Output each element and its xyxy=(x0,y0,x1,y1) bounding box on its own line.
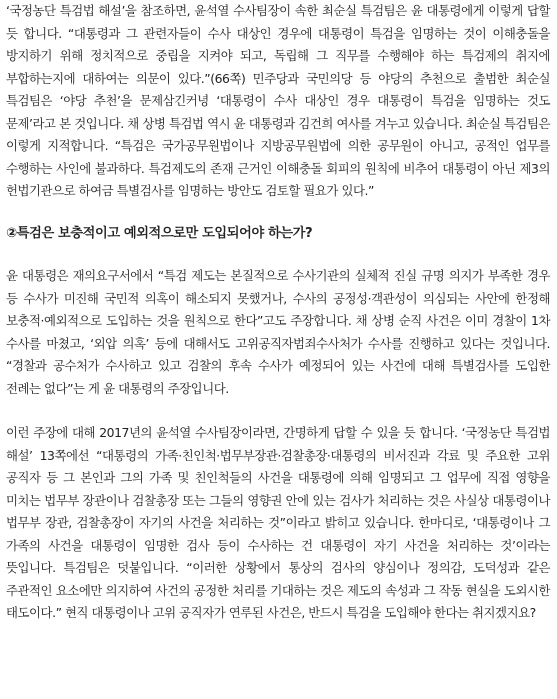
section-heading: ②특검은 보충적이고 예외적으로만 도입되어야 하는가? xyxy=(6,225,313,241)
article-paragraph-1: ‘국정농단 특검법 해설’을 참조하면, 윤석열 수사팀장이 속한 최순실 특검팀은 윤 대통령에게 이렇게 답할 듯 합니다. “대통령과 그 관련자들이 수사 대상인 경우에 대통령이 특검을 임명하는 것이 이해충돌을 방지하기 위해 정치적으로 중립을 지켜야 되고, 독립해 그 직무를 수행해야 하는 특검제의 취지에 부합하는지에 대하여는 의문이 있다.”(66쪽) 민주당과 국민의당 등 야당의 추천으로 출범한 최순실 특검팀은 ‘야당 추천’을 문제삼긴커녕 ‘대통령이 수사 대상인 경우 대통령이 특검을 임명하는 것도 문제’라고 본 것입니다. 채 상병 특검법 역시 윤 대통령과 김건희 여사를 겨누고 있습니다. 최순실 특검팀은 이렇게 지적합니다. “특검은 국가공무원법이나 지방공무원법에 의한 공무원이 아니고, 공적인 업무를 수행하는 사인에 불과하다. 특검제도의 존재 근거인 이해충돌 회피의 원칙에 비추어 대통령이 아닌 제3의 헌법기관으로 하여금 특별검사를 임명하는 방안도 검토할 필요가 있다.” xyxy=(6,3,550,198)
article-paragraph-3: 이런 주장에 대해 2017년의 윤석열 수사팀장이라면, 간명하게 답할 수 있을 듯 합니다. ‘국정농단 특검법 해설’ 13쪽에선 “대통령의 가족·친인척·법무부장관·검찰총장·대통령의 비서진과 각료 및 주요한 고위 공직자 등 그 본인과 그의 가족 및 친인척들의 사건을 대통령에 의해 임명되고 그 업무에 직접 영향을 미치는 법무부 장관이나 검찰총장 또는 그들의 영향권 안에 있는 검사가 처리하는 것은 사실상 대통령이나 법무부 장관, 검찰총장이 자기의 사건을 처리하는 것”이라고 밝히고 있습니다. 한마디로, ‘대통령이나 그 가족의 사건을 대통령이 임명한 검사 등이 수사하는 건 대통령이 자기 사건을 처리하는 것’이라는 뜻입니다. 특검팀은 덧붙입니다. “이러한 상황에서 통상의 검사의 양심이나 정의감, 도덕성과 같은 주관적인 요소에만 의지하여 사건의 공정한 처리를 기대하는 것은 제도의 속성과 그 작동 현실을 도외시한 태도이다.” 현직 대통령이나 고위 공직자가 연루된 사건은, 반드시 특검을 도입해야 한다는 취지겠지요? xyxy=(6,425,550,620)
article-paragraph-2: 윤 대통령은 재의요구서에서 “특검 제도는 본질적으로 수사기관의 실체적 진실 규명 의지가 부족한 경우 등 수사가 미진해 국민적 의혹이 해소되지 못했거나, 수사의 공정성·객관성이 의심되는 사안에 한정해 보충적·예외적으로 도입하는 것을 원칙으로 한다”고도 주장합니다. 채 상병 순직 사건은 이미 경찰이 1차 수사를 마쳤고, ‘외압 의혹’ 등에 대해서도 고위공직자범죄수사처가 수사를 진행하고 있다는 것입니다. “경찰과 공수처가 수사하고 있고 검찰의 후속 수사가 예정되어 있는 사건에 대해 특별검사를 도입한 전례는 없다”는 게 윤 대통령의 주장입니다. xyxy=(6,268,550,396)
article-body xyxy=(6,0,550,625)
